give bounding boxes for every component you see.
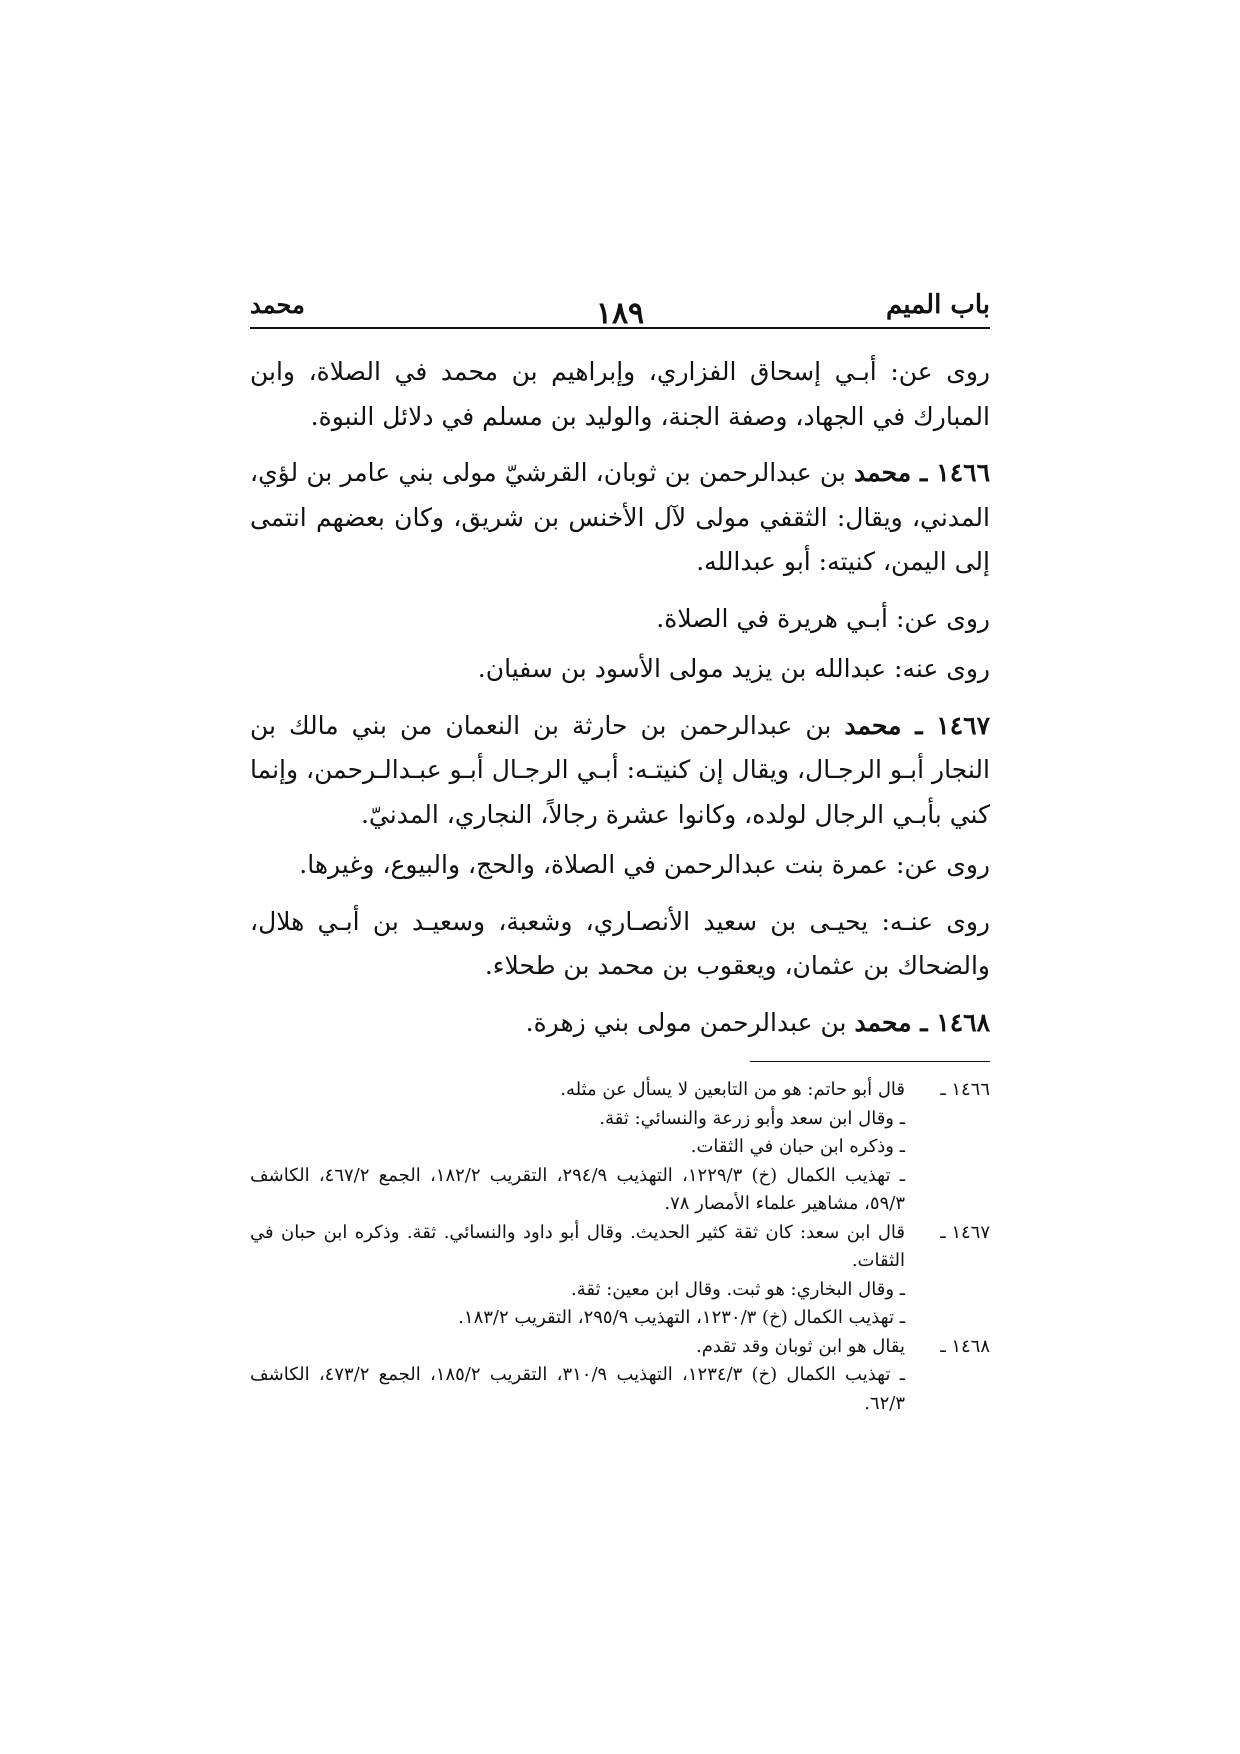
entry-1467-text: بن عبدالرحمن بن حارثة بن النعمان من بني مالك بن النجار أبـو الرجـال، ويقال إن كنيتـه: أبـي الرجـال أبـو عبـدالـرحمن، وإنما كني بأبـي الرجال لولده، وكانوا عشرة رجالاً، النجاري، المدنيّ. <box>250 710 990 829</box>
footnote-line: ـ تهذيب الكمال (خ) ١٢٣٠/٣، التهذيب ٢٩٥/٩، التقريب ١٨٣/٢. <box>458 1307 905 1328</box>
footnote-1466 <box>250 1076 990 1219</box>
footnote-number: ١٤٦٦ ـ <box>940 1079 990 1100</box>
running-header <box>250 268 990 331</box>
footnote-line: ـ وذكره ابن حبان في الثقات. <box>690 1136 905 1157</box>
entry-1466 <box>250 451 990 585</box>
entry-1466-head: ١٤٦٦ ـ محمد <box>854 458 990 487</box>
footnote-number: ١٤٦٨ ـ <box>940 1335 990 1357</box>
footnote-line: يقال هو ابن ثوبان وقد تقدم. <box>696 1335 905 1357</box>
chapter-title: باب الميم <box>885 290 990 320</box>
footnotes <box>250 1076 990 1418</box>
entry-1468-text: بن عبدالرحمن مولى بني زهرة. <box>525 1007 855 1037</box>
entry-1466-narrated-by: روى عنه: عبدالله بن يزيد مولى الأسود بن سفيان. <box>477 654 990 683</box>
entry-1467-narrated-from: روى عن: عمرة بنت عبدالرحمن في الصلاة، والحج، والبيوع، وغيرها. <box>299 850 990 879</box>
entry-1468 <box>250 1001 990 1046</box>
footnote-1468 <box>250 1333 990 1419</box>
footnote-1467 <box>250 1219 990 1333</box>
footnote-number: ١٤٦٧ ـ <box>940 1221 990 1243</box>
running-keyword: محمد <box>250 290 305 319</box>
entry-1467-head: ١٤٦٧ ـ محمد <box>844 710 990 740</box>
footnote-line: ـ تهذيب الكمال (خ) ١٢٢٩/٣، التهذيب ٢٩٤/٩، التقريب ١٨٢/٢، الجمع ٤٦٧/٢، الكاشف ٥٩/٣، مشاهير علماء الأمصار ٧٨. <box>250 1164 905 1214</box>
footnote-rule <box>750 1061 990 1062</box>
entry-1468-head: ١٤٦٨ ـ محمد <box>854 1007 990 1037</box>
footnote-line: ـ تهذيب الكمال (خ) ١٢٣٤/٣، التهذيب ٣١٠/٩، التقريب ١٨٥/٢، الجمع ٤٧٣/٢، الكاشف ٦٢/٣. <box>250 1364 905 1414</box>
footnote-line: ـ وقال البخاري: هو ثبت. وقال ابن معين: ثقة. <box>571 1278 905 1300</box>
entry-1467-narrated-by: روى عنـه: يحيـى بن سعيد الأنصـاري، وشعبة، وسعيـد بن أبـي هلال، والضحاك بن عثمان، ويعقوب بن محمد بن طحلاء. <box>250 906 990 980</box>
entry-1467 <box>250 704 990 838</box>
header-rule <box>250 327 990 329</box>
entry-1466-narrated-from: روى عن: أبـي هريرة في الصلاة. <box>656 603 990 633</box>
footnote-line: قال ابن سعد: كان ثقة كثير الحديث. وقال أبو داود والنسائي. ثقة. وذكره ابن حبان في الثقات. <box>250 1221 905 1271</box>
footnote-line: ـ وقال ابن سعد وأبو زرعة والنسائي: ثقة. <box>599 1107 905 1129</box>
main-text <box>250 350 990 1057</box>
entry-1466-text: بن عبدالرحمن بن ثوبان، القرشيّ مولى بني عامر بن لؤي، المدني، ويقال: الثقفي مولى لآل الأخنس بن شريق، وكان بعضهم انتمى إلى اليمن، كنيته: أبو عبدالله. <box>250 458 990 576</box>
page-number: ١٨٩ <box>595 296 645 331</box>
footnote-line: قال أبو حاتم: هو من التابعين لا يسأل عن مثله. <box>560 1079 905 1100</box>
paragraph-continuation: روى عن: أبـي إسحاق الفزاري، وإبراهيم بن محمد في الصلاة، وابن المبارك في الجهاد، وصفة الجنة، والوليد بن مسلم في دلائل النبوة. <box>250 357 990 431</box>
